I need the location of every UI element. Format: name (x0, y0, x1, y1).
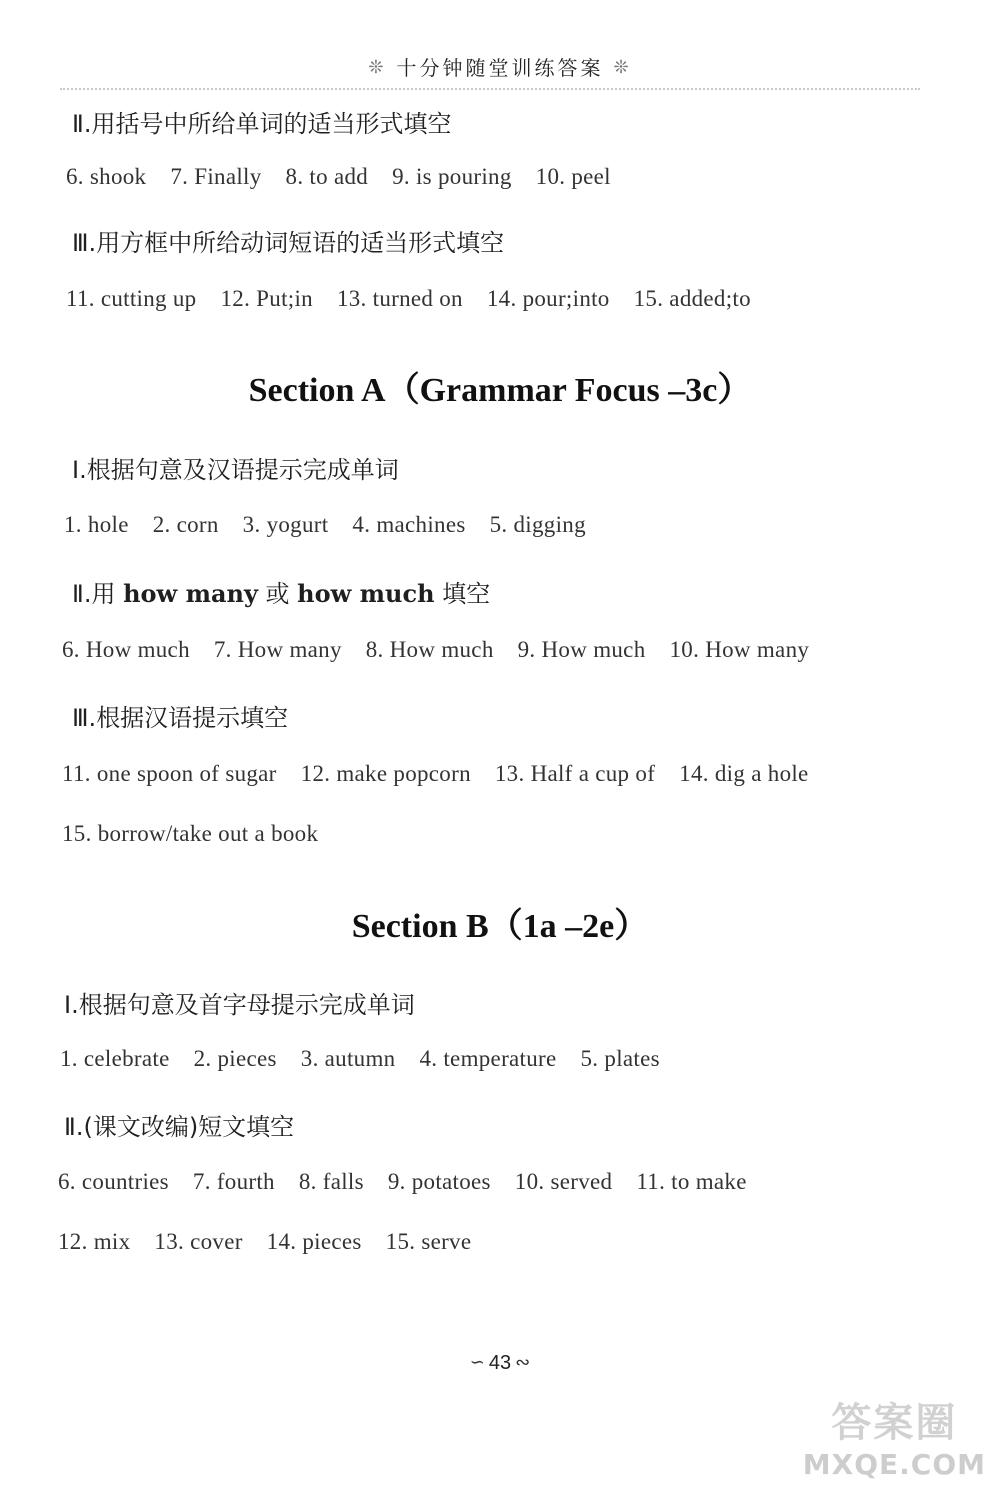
answer-item: 7. How many (213, 637, 342, 662)
answer-item: 10. How many (669, 637, 810, 662)
heading-text-part: 填空 (434, 580, 491, 608)
answer-item: 2. pieces (193, 1046, 277, 1071)
answer-item: 12. make popcorn (300, 761, 471, 786)
flower-ornament-icon: ❊ (368, 57, 387, 78)
answer-item: 11. to make (636, 1169, 747, 1194)
answer-item: 4. temperature (419, 1046, 557, 1071)
answer-item: 14. pour;into (486, 286, 610, 311)
flower-ornament-icon: ❊ (613, 57, 632, 78)
answer-item: 6. How much (62, 637, 190, 662)
answer-item: 1. hole (64, 512, 129, 537)
answer-item: 14. dig a hole (679, 761, 809, 786)
answer-item: 2. corn (152, 512, 219, 537)
left-swirl-ornament-icon: ∽ (469, 1352, 485, 1373)
roman-numeral: Ⅰ. (72, 456, 87, 484)
answer-row (64, 512, 610, 538)
heading-text: 用方框中所给动词短语的适当形式填空 (96, 229, 505, 257)
heading-text: 根据句意及首字母提示完成单词 (78, 991, 415, 1019)
answer-item: 7. fourth (192, 1169, 275, 1194)
section-title: Section A（Grammar Focus –3c） (248, 372, 752, 409)
answer-item: 9. potatoes (387, 1169, 491, 1194)
answer-item: 13. Half a cup of (494, 761, 656, 786)
roman-numeral: Ⅱ. (72, 580, 92, 608)
answer-row (58, 1169, 771, 1195)
answer-item: 9. is pouring (392, 164, 512, 189)
roman-numeral: Ⅰ. (64, 991, 79, 1019)
answer-row (60, 1046, 684, 1072)
answer-item: 6. countries (58, 1169, 169, 1194)
answer-item: 15. serve (385, 1229, 472, 1254)
heading-text-part: 用 (91, 580, 124, 608)
watermark-url: MXQE.COM (802, 1448, 986, 1481)
answer-row (58, 1229, 495, 1255)
answer-item: 3. yogurt (242, 512, 329, 537)
answer-item: 10. served (514, 1169, 613, 1194)
page-header (0, 52, 1000, 81)
answer-item: 15. added;to (633, 286, 751, 311)
answer-item: 8. to add (285, 164, 369, 189)
answer-item: 3. autumn (300, 1046, 396, 1071)
exercise-heading (64, 985, 415, 1020)
answer-item: 11. cutting up (66, 286, 197, 311)
answer-item: 13. cover (154, 1229, 243, 1254)
answer-row (62, 637, 833, 663)
section-title: Section B（1a –2e） (351, 908, 649, 945)
answer-item: 6. shook (66, 164, 147, 189)
answer-item: 15. borrow/take out a book (62, 821, 319, 846)
exercise-heading (72, 223, 504, 258)
answer-item: 9. How much (517, 637, 646, 662)
answer-item: 12. mix (58, 1229, 131, 1254)
answer-item: 1. celebrate (60, 1046, 170, 1071)
watermark-logo-text: 答案圈 (831, 1400, 958, 1446)
exercise-heading (72, 698, 288, 733)
exercise-heading (64, 1107, 294, 1142)
answer-item: 5. digging (489, 512, 586, 537)
exercise-heading (72, 574, 490, 609)
answer-item: 13. turned on (336, 286, 463, 311)
header-divider (60, 88, 920, 90)
answer-item: 11. one spoon of sugar (62, 761, 277, 786)
watermark (803, 1391, 986, 1481)
answer-item: 5. plates (580, 1046, 660, 1071)
heading-text: 根据句意及汉语提示完成单词 (86, 456, 399, 484)
answer-row (66, 286, 775, 312)
roman-numeral: Ⅲ. (72, 229, 97, 257)
header-title: 十分钟随堂训练答案 (396, 56, 604, 80)
answer-item: 8. How much (365, 637, 494, 662)
right-swirl-ornament-icon: ∾ (515, 1352, 531, 1373)
answer-item: 4. machines (352, 512, 466, 537)
heading-text: 根据汉语提示填空 (96, 704, 289, 732)
heading-text-part: how many (123, 579, 258, 608)
heading-text: 用括号中所给单词的适当形式填空 (91, 110, 452, 138)
answer-item: 12. Put;in (220, 286, 313, 311)
exercise-heading (72, 104, 451, 139)
roman-numeral: Ⅲ. (72, 704, 97, 732)
answer-row (62, 761, 833, 787)
answer-row (62, 821, 342, 847)
heading-text-part: 或 (257, 580, 298, 608)
answer-row (66, 164, 635, 190)
answer-item: 7. Finally (170, 164, 262, 189)
roman-numeral: Ⅱ. (64, 1113, 84, 1141)
heading-text: (课文改编)短文填空 (83, 1113, 295, 1141)
page-footer (0, 1352, 1000, 1375)
page-number: 43 (488, 1352, 512, 1374)
exercise-heading (72, 450, 399, 485)
answer-item: 10. peel (535, 164, 611, 189)
heading-text-part: how much (297, 579, 435, 608)
roman-numeral: Ⅱ. (72, 110, 92, 138)
answer-item: 8. falls (298, 1169, 364, 1194)
answer-item: 14. pieces (266, 1229, 362, 1254)
